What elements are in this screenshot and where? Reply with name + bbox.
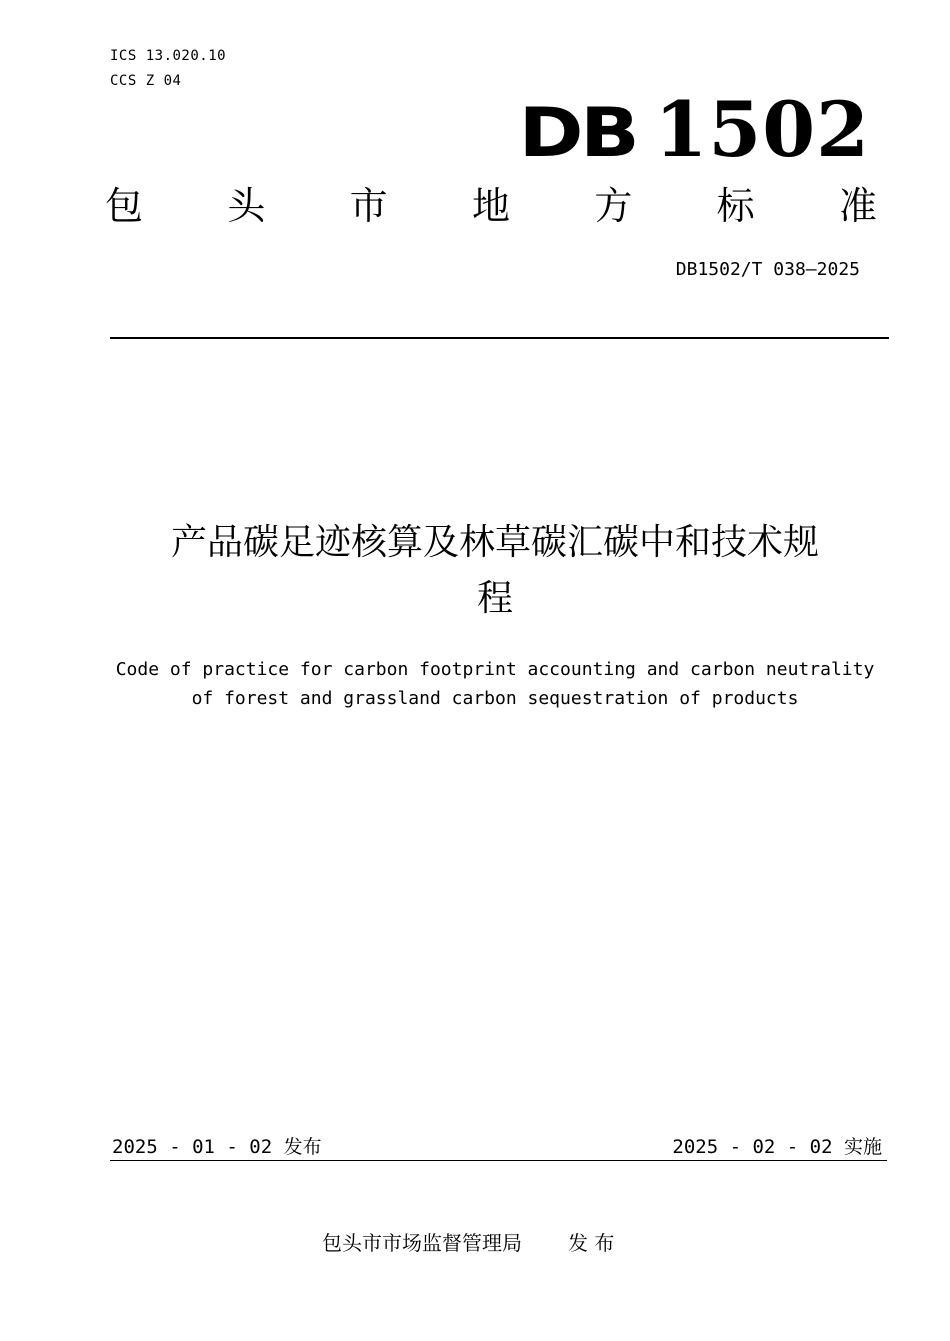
standard-number: DB1502/T 038—2025 <box>675 259 860 280</box>
issuer <box>322 1227 614 1256</box>
issuer-action: 发 布 <box>568 1231 615 1255</box>
standard-type-char: 地 <box>471 184 510 228</box>
english-title-line-1: Code of practice for carbon footprint accounting and carbon neutrality <box>115 659 875 680</box>
standard-type-char: 准 <box>838 184 877 228</box>
ccs-code: CCS Z 04 <box>110 73 182 89</box>
standard-type-char: 头 <box>227 184 266 228</box>
standard-type-char: 市 <box>349 184 388 228</box>
standard-type-char: 标 <box>716 184 755 228</box>
db-logo-letters: DB <box>518 94 637 173</box>
standard-type-title <box>105 182 877 230</box>
english-title-line-2: of forest and grassland carbon sequestration of products <box>191 688 799 709</box>
standard-type-char: 包 <box>105 184 144 228</box>
ics-code: ICS 13.020.10 <box>110 48 227 64</box>
top-divider <box>110 337 889 339</box>
english-title <box>85 655 905 713</box>
chinese-title <box>100 515 890 627</box>
db-logo <box>518 85 870 174</box>
issue-date: 2025 - 01 - 02 发布 <box>112 1136 322 1158</box>
bottom-divider <box>110 1160 887 1161</box>
standard-type-char: 方 <box>594 184 633 228</box>
implementation-date: 2025 - 02 - 02 实施 <box>672 1136 882 1158</box>
db-logo-number: 1502 <box>654 85 870 174</box>
chinese-title-line-2: 程 <box>476 578 513 619</box>
chinese-title-line-1: 产品碳足迹核算及林草碳汇碳中和技术规 <box>170 522 819 563</box>
issuer-name: 包头市市场监督管理局 <box>322 1231 522 1255</box>
